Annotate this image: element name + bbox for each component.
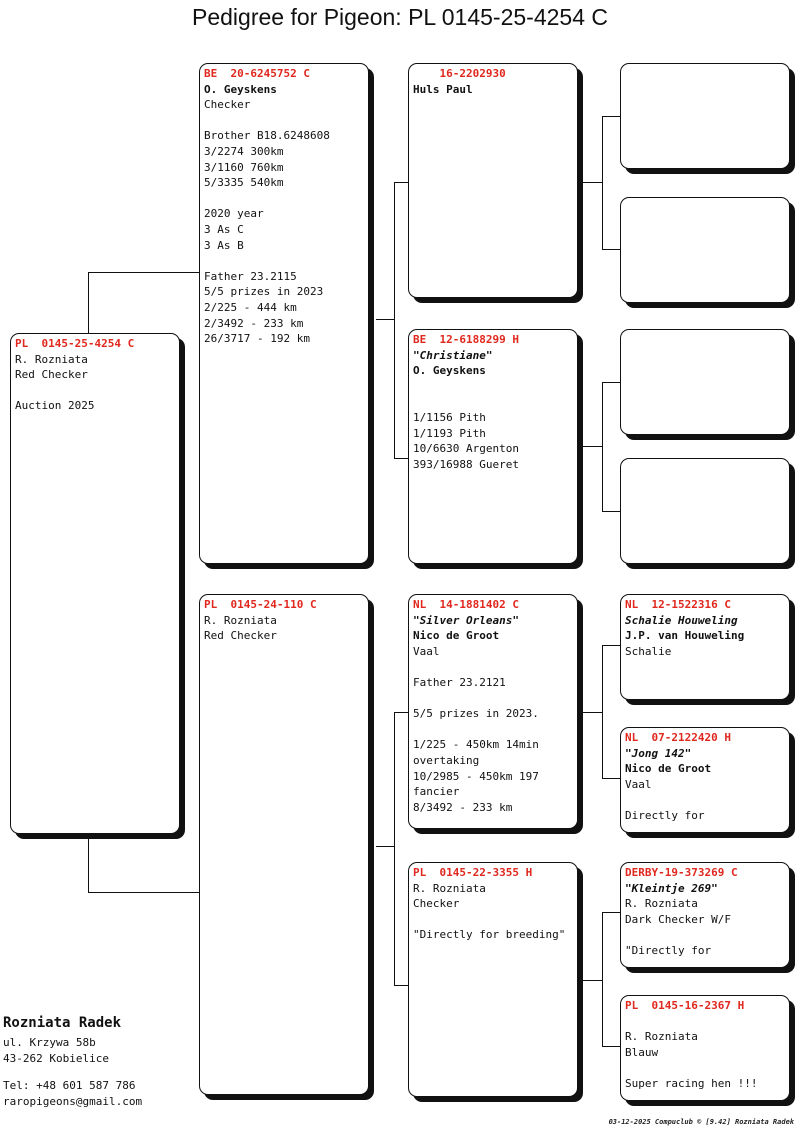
connector-line <box>394 985 408 986</box>
pigeon-name: "Silver Orleans" <box>413 613 519 627</box>
sire-sire-dam-card[interactable] <box>620 197 790 303</box>
dam-sire-sire-card[interactable] <box>620 594 790 700</box>
info-line: 1/225 - 450km 14min overtaking <box>413 738 546 767</box>
ring-number: 16-2202930 <box>413 67 506 80</box>
info-line: Super racing hen !!! <box>625 1076 758 1090</box>
info-line <box>413 394 573 410</box>
info-line: Vaal <box>413 644 440 658</box>
info-line: 5/5 prizes in 2023. <box>413 707 539 721</box>
connector-line <box>394 712 395 986</box>
info-line: 3 As C <box>204 222 244 236</box>
info-line <box>204 253 364 269</box>
pigeon-name: Schalie Houweling <box>625 613 738 627</box>
info-line: 10/6630 Argenton <box>413 442 519 456</box>
info-line: 26/3717 - 192 km <box>204 332 310 346</box>
info-line: 3 As B <box>204 238 244 252</box>
info-line: 8/3492 - 233 km <box>413 800 513 814</box>
ring-number: BE 20-6245752 C <box>204 67 310 80</box>
info-line <box>204 113 364 129</box>
dam-card[interactable] <box>199 594 369 1095</box>
connector-line <box>602 912 620 913</box>
connector-line <box>88 835 89 893</box>
connector-line <box>602 1046 620 1047</box>
info-line <box>625 1014 785 1030</box>
connector-line <box>602 382 620 383</box>
info-line: R. Rozniata <box>204 613 277 627</box>
connector-line <box>376 846 394 847</box>
dam-sire-card[interactable] <box>408 594 578 829</box>
info-line: 2/225 - 444 km <box>204 300 297 314</box>
info-line <box>625 927 785 943</box>
info-line: Schalie <box>625 644 672 658</box>
connector-line <box>602 778 620 779</box>
connector-line <box>602 249 620 250</box>
owner-email: raropigeons@gmail.com <box>3 1094 143 1108</box>
connector-line <box>578 712 602 713</box>
info-line: Checker <box>204 98 251 112</box>
info-line: Red Checker <box>204 629 277 643</box>
breeder-name: Huls Paul <box>413 82 473 96</box>
info-line: 5/3335 540km <box>204 176 284 190</box>
info-line: 10/2985 - 450km 197 fancier <box>413 769 546 799</box>
info-line: Auction 2025 <box>15 399 95 413</box>
info-line: R. Rozniata <box>15 352 88 366</box>
info-line: 393/16988 Gueret <box>413 457 519 471</box>
info-line <box>15 383 175 399</box>
breeder-name: O. Geyskens <box>413 364 486 378</box>
ring-number: NL 14-1881402 C <box>413 598 519 611</box>
sire-dam-sire-card[interactable] <box>620 329 790 435</box>
sire-sire-sire-card[interactable] <box>620 63 790 169</box>
pigeon-name: "Kleintje 269" <box>625 881 718 895</box>
info-line: 5/5 prizes in 2023 <box>204 285 324 299</box>
sire-dam-dam-card[interactable] <box>620 458 790 564</box>
info-line: 3/1160 760km <box>204 160 284 174</box>
owner-info <box>3 1013 142 1109</box>
info-line <box>413 379 573 395</box>
breeder-name: Nico de Groot <box>413 629 500 643</box>
info-line: Dark Checker W/F <box>625 912 731 926</box>
info-line: 2/3492 - 233 km <box>204 316 304 330</box>
info-line: Father 23.2121 <box>413 675 506 689</box>
info-line: Directly for <box>625 808 705 822</box>
connector-line <box>602 382 603 512</box>
dam-dam-card[interactable] <box>408 862 578 1097</box>
connector-line <box>602 645 603 779</box>
ring-number: PL 0145-25-4254 C <box>15 337 135 350</box>
info-line: Vaal <box>625 777 652 791</box>
ring-number: DERBY-19-373269 C <box>625 866 738 879</box>
info-line: R. Rozniata <box>625 1030 698 1044</box>
owner-city: 43-262 Kobielice <box>3 1051 109 1065</box>
info-line: Checker <box>413 897 460 911</box>
dam-dam-sire-card[interactable] <box>620 862 790 968</box>
info-line <box>204 191 364 207</box>
connector-line <box>602 116 620 117</box>
sire-dam-card[interactable] <box>408 329 578 564</box>
owner-phone: Tel: +48 601 587 786 <box>3 1079 136 1093</box>
pigeon-name: "Christiane" <box>413 348 493 362</box>
info-line <box>625 792 785 808</box>
info-line <box>413 691 573 707</box>
connector-line <box>578 980 602 981</box>
ring-number: PL 0145-24-110 C <box>204 598 317 611</box>
ring-number: BE 12-6188299 H <box>413 333 519 346</box>
sire-card[interactable] <box>199 63 369 564</box>
footer-credit: 03-12-2025 Compuclub © [9.42] Rozniata Radek <box>608 1118 794 1126</box>
ring-number: PL 0145-16-2367 H <box>625 999 745 1012</box>
connector-line <box>602 645 620 646</box>
info-line: R. Rozniata <box>413 881 486 895</box>
connector-line <box>578 446 602 447</box>
info-line: 2020 year <box>204 207 264 221</box>
info-line: Father 23.2115 <box>204 269 297 283</box>
sire-sire-card[interactable] <box>408 63 578 298</box>
info-line: Brother B18.6248608 <box>204 129 330 143</box>
ring-number: NL 12-1522316 C <box>625 598 731 611</box>
info-line <box>625 1060 785 1076</box>
breeder-name: O. Geyskens <box>204 82 277 96</box>
connector-line <box>602 511 620 512</box>
info-line: "Directly for <box>625 943 712 957</box>
ring-number: NL 07-2122420 H <box>625 731 731 744</box>
pigeon-name: "Jong 142" <box>625 746 692 760</box>
connector-line <box>88 892 200 893</box>
info-line: "Directly for breeding" <box>413 928 566 942</box>
owner-street: ul. Krzywa 58b <box>3 1036 96 1049</box>
breeder-name: J.P. van Houweling <box>625 629 745 643</box>
info-line: R. Rozniata <box>625 897 698 911</box>
info-line: 1/1193 Pith <box>413 426 486 440</box>
info-line <box>413 912 573 928</box>
breeder-name: Nico de Groot <box>625 762 712 776</box>
connector-line <box>88 272 200 273</box>
info-line <box>413 722 573 738</box>
dam-dam-dam-card[interactable] <box>620 995 790 1101</box>
info-line: Red Checker <box>15 368 88 382</box>
info-line: Blauw <box>625 1045 659 1059</box>
info-line <box>413 659 573 675</box>
connector-line <box>394 712 408 713</box>
connector-line <box>602 116 603 250</box>
dam-sire-dam-card[interactable] <box>620 727 790 833</box>
ring-number: PL 0145-22-3355 H <box>413 866 533 879</box>
connector-line <box>394 182 408 183</box>
connector-line <box>602 912 603 1047</box>
owner-name: Rozniata Radek <box>3 1015 122 1031</box>
connector-line <box>578 182 602 183</box>
connector-line <box>394 182 395 459</box>
pigeon-card[interactable] <box>10 333 180 834</box>
info-line: 3/2274 300km <box>204 144 284 158</box>
connector-line <box>88 272 89 334</box>
info-line: 1/1156 Pith <box>413 410 486 424</box>
connector-line <box>394 458 408 459</box>
page-title: Pedigree for Pigeon: PL 0145-25-4254 C <box>192 4 608 30</box>
connector-line <box>376 319 394 320</box>
